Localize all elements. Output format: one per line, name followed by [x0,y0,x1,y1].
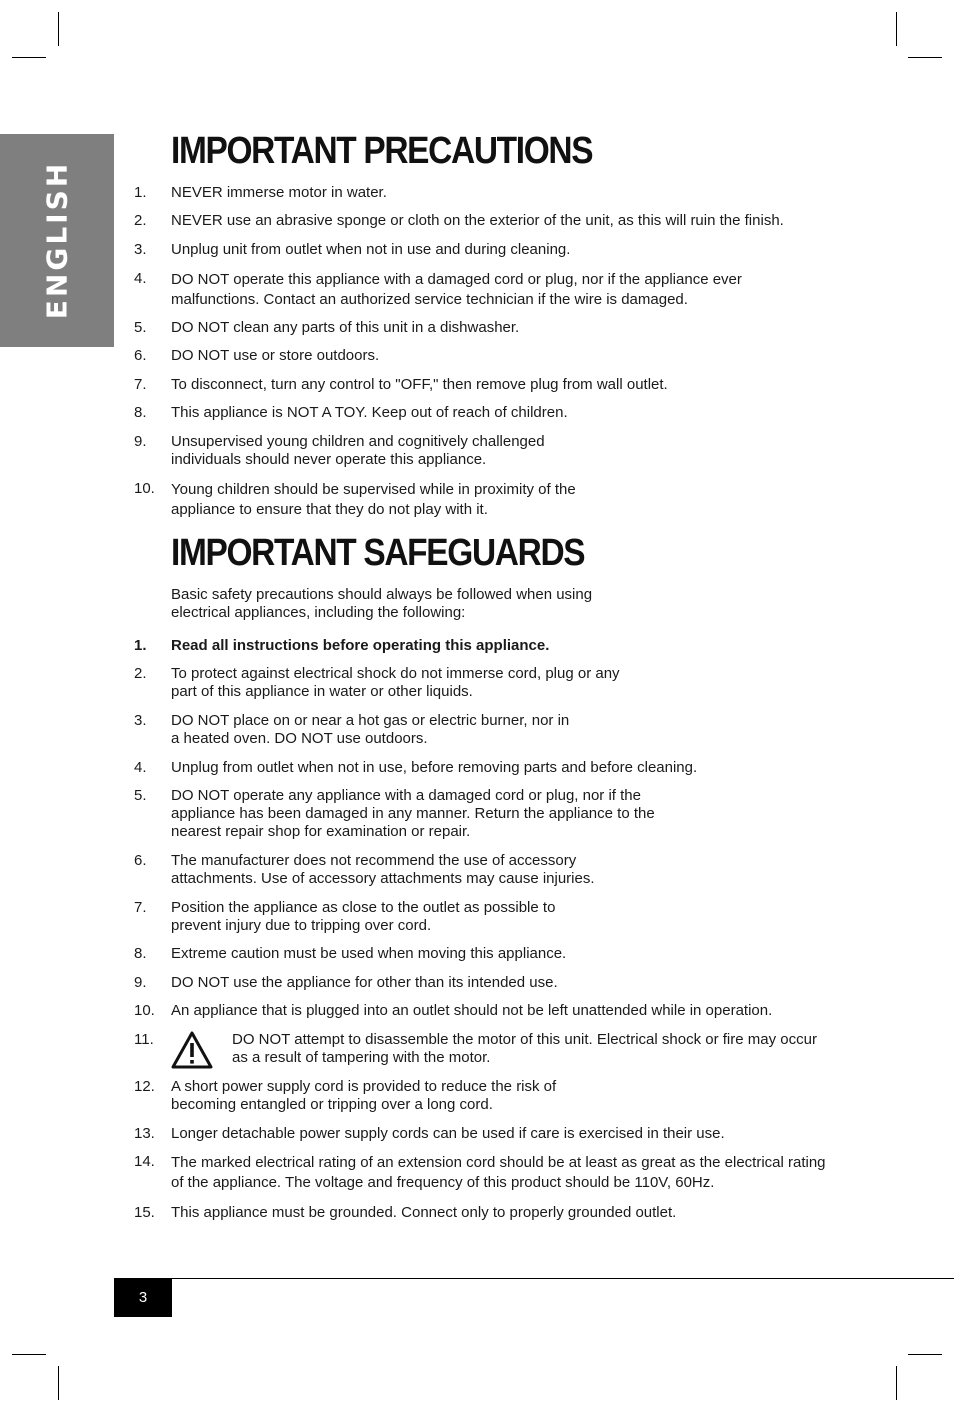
item-number: 9. [134,433,147,450]
item-text: Unsupervised young children and cognitively challenged individuals should never operate this appliance. [171,433,545,468]
crop-mark [908,1354,942,1355]
item-text: To protect against electrical shock do not immerse cord, plug or any part of this appliance in water or other liquids. [171,665,620,700]
item-number: 13. [134,1125,155,1142]
item-number: 2. [134,665,147,682]
item-text: DO NOT place on or near a hot gas or electric burner, nor in a heated oven. DO NOT use outdoors. [171,712,570,747]
item-number: 6. [134,852,147,869]
item-number: 15. [134,1204,155,1221]
safeguards-heading: IMPORTANT SAFEGUARDS [171,532,585,574]
item-text: The marked electrical rating of an extension cord should be at least as great as the electrical rating of the appliance. The voltage and frequency of this product should be 110V, 60Hz. [171,1154,826,1191]
item-number: 6. [134,347,147,364]
item-text: Longer detachable power supply cords can be used if care is exercised in their use. [171,1125,725,1142]
item-text: DO NOT use or store outdoors. [171,347,380,364]
item-number: 14. [134,1153,155,1170]
item-number: 8. [134,404,147,421]
item-text: The manufacturer does not recommend the use of accessory attachments. Use of accessory attachments may cause injuries. [171,852,595,887]
item-number: 1. [134,637,147,654]
item-number: 10. [134,480,155,497]
safeguards-intro: Basic safety precautions should always be followed when using electrical appliances, including the following: [171,586,593,621]
warning-text: DO NOT attempt to disassemble the motor of this unit. Electrical shock or fire may occur as a result of tampering with the motor. [232,1031,817,1066]
item-number: 9. [134,974,147,991]
item-text: This appliance is NOT A TOY. Keep out of reach of children. [171,404,568,421]
item-text: A short power supply cord is provided to reduce the risk of becoming entangled or tripping over a long cord. [171,1078,557,1113]
warning-triangle-icon [171,1031,213,1069]
item-text: This appliance must be grounded. Connect only to properly grounded outlet. [171,1204,677,1221]
item-number: 3. [134,712,147,729]
item-text: NEVER use an abrasive sponge or cloth on the exterior of the unit, as this will ruin the finish. [171,212,784,229]
crop-mark [12,1354,46,1355]
item-number: 2. [134,212,147,229]
item-number: 4. [134,270,147,287]
item-number: 12. [134,1078,155,1095]
item-number: 3. [134,241,147,258]
language-label: ENGLISH [40,160,74,320]
crop-mark [896,1366,897,1400]
item-text: DO NOT clean any parts of this unit in a dishwasher. [171,319,520,336]
item-text: DO NOT operate any appliance with a damaged cord or plug, nor if the appliance has been damaged in any manner. Return the appliance to the nearest repair shop for examination or repair. [171,787,655,840]
crop-mark [58,12,59,46]
crop-mark [896,12,897,46]
item-text: Extreme caution must be used when moving this appliance. [171,945,567,962]
item-text: NEVER immerse motor in water. [171,184,387,201]
item-number: 8. [134,945,147,962]
item-text: Young children should be supervised while in proximity of the appliance to ensure that they do not play with it. [171,481,576,518]
item-number: 10. [134,1002,155,1019]
item-text: Unplug unit from outlet when not in use and during cleaning. [171,241,571,258]
item-text: Unplug from outlet when not in use, before removing parts and before cleaning. [171,759,698,776]
item-number: 4. [134,759,147,776]
crop-mark [908,57,942,58]
footer-rule [114,1278,954,1279]
item-number: 7. [134,899,147,916]
item-number: 5. [134,319,147,336]
item-text: DO NOT use the appliance for other than its intended use. [171,974,558,991]
item-text: Read all instructions before operating this appliance. [171,637,550,654]
item-text: To disconnect, turn any control to "OFF," then remove plug from wall outlet. [171,376,668,393]
item-number: 1. [134,184,147,201]
language-tab [0,134,114,347]
item-number: 11. [134,1031,154,1048]
item-number: 5. [134,787,147,804]
item-text: An appliance that is plugged into an outlet should not be left unattended while in operation. [171,1002,773,1019]
precautions-heading: IMPORTANT PRECAUTIONS [171,130,593,172]
page-number: 3 [114,1278,172,1317]
item-number: 7. [134,376,147,393]
item-text: Position the appliance as close to the outlet as possible to prevent injury due to tripping over cord. [171,899,556,934]
crop-mark [12,57,46,58]
crop-mark [58,1366,59,1400]
item-text: DO NOT operate this appliance with a damaged cord or plug, nor if the appliance ever malfunctions. Contact an authorized service technician if the wire is damaged. [171,271,742,308]
